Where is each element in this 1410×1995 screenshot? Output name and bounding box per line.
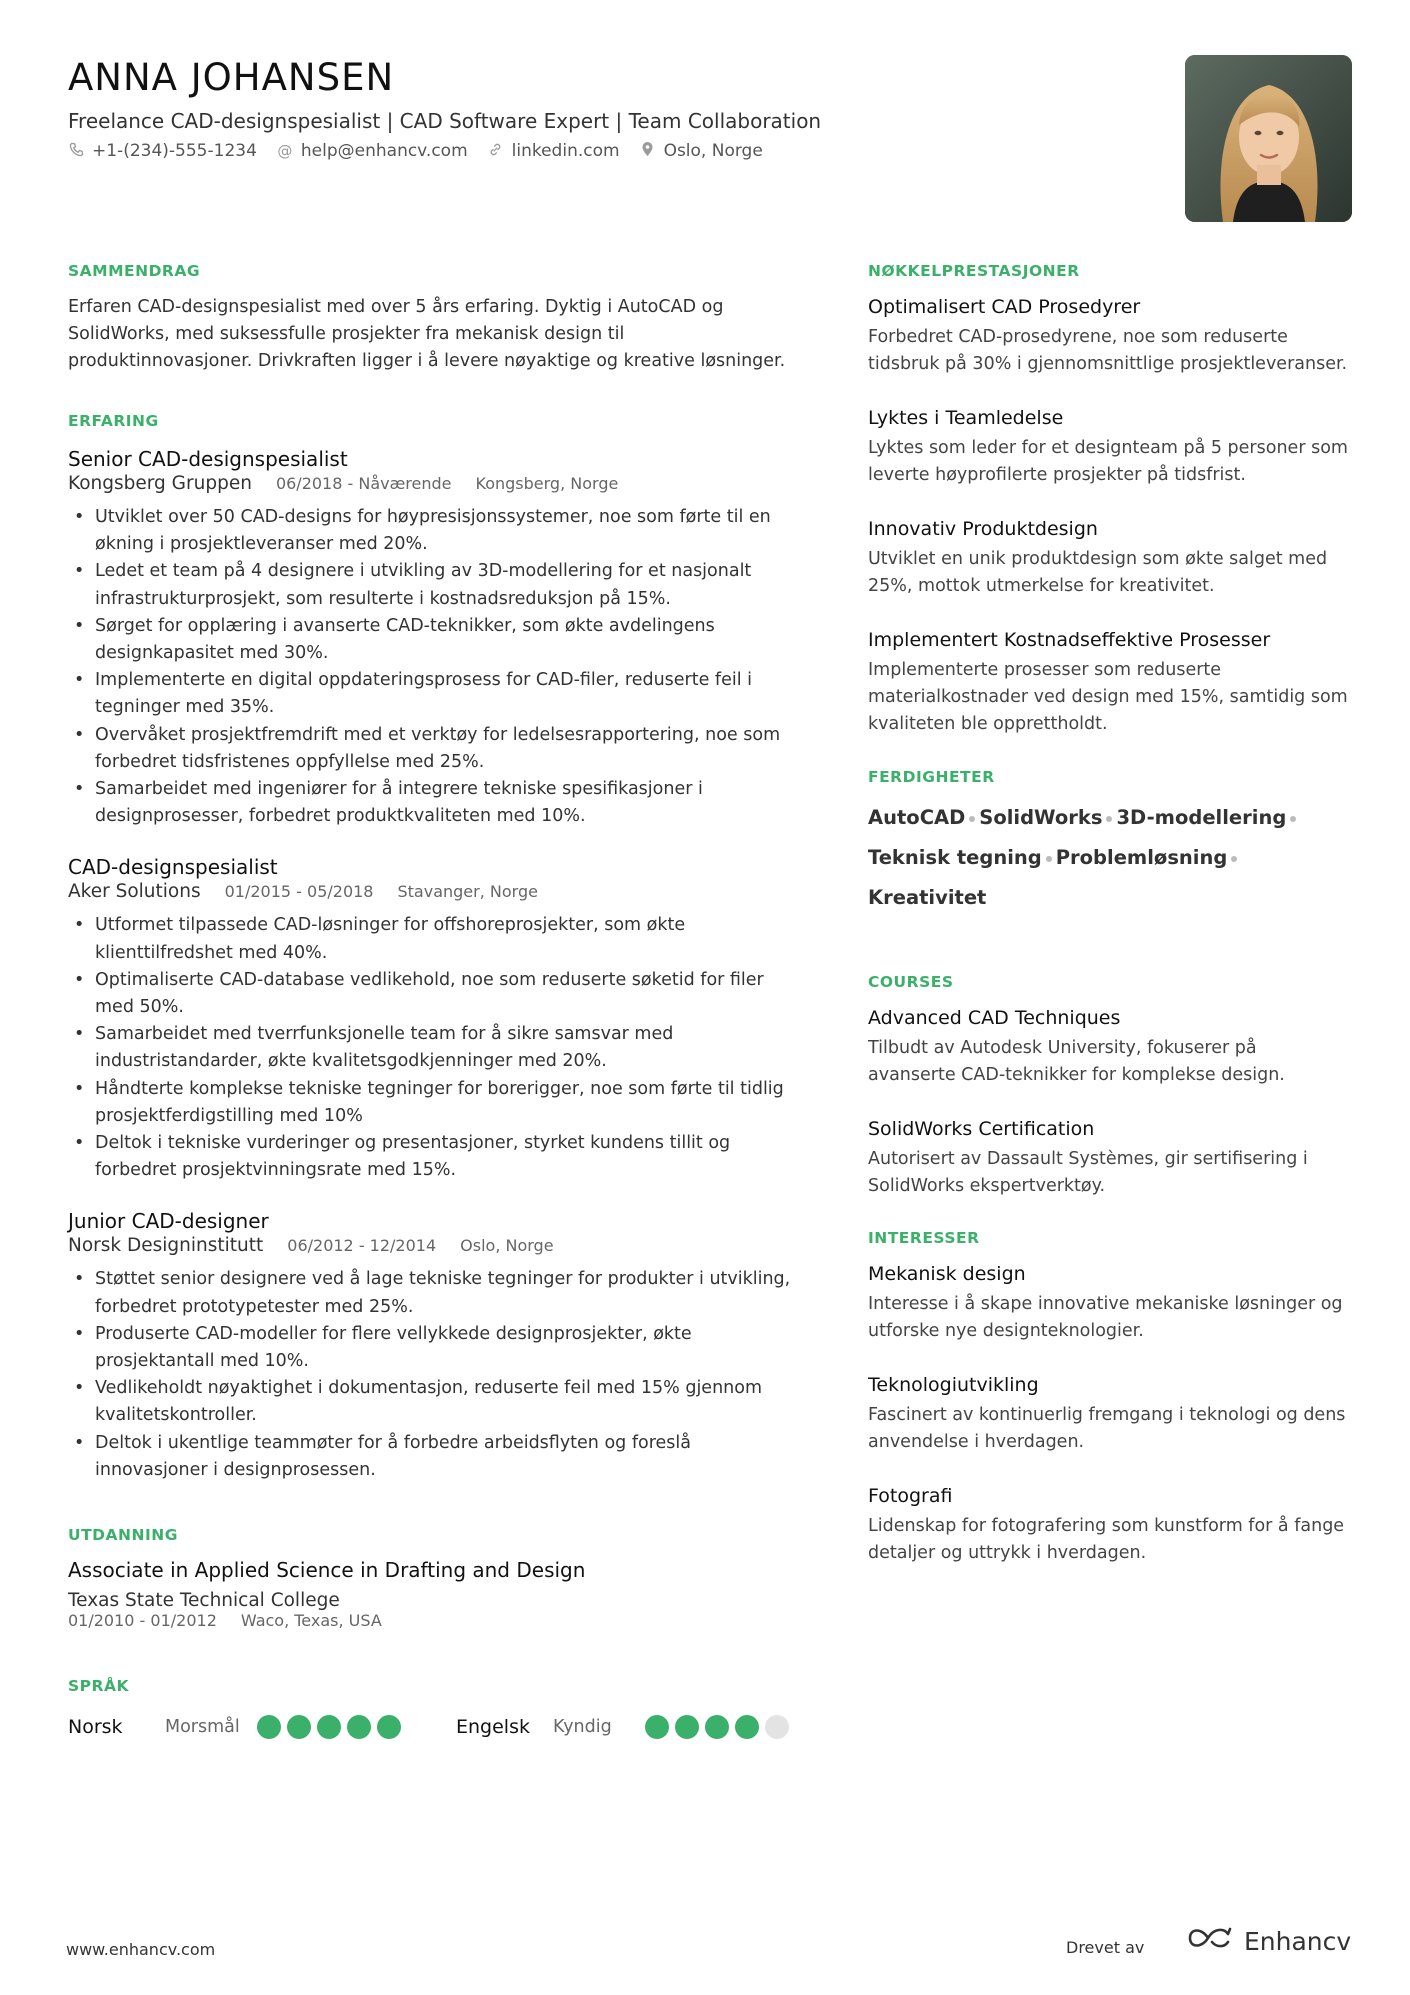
rating-dot-filled <box>257 1715 281 1739</box>
interest-item <box>868 1372 1348 1456</box>
courses-heading: COURSES <box>868 973 954 991</box>
bullet-item: • Samarbeidet med tverrfunksjonelle team for å sikre samsvar med industristandarder, økte kvalitetsgodkjenninger med 20%. <box>68 1021 798 1075</box>
right-column <box>868 262 1348 1594</box>
company-name: Aker Solutions <box>68 881 201 903</box>
rating-dot-filled <box>347 1715 371 1739</box>
education-location: Waco, Texas, USA <box>240 1611 382 1631</box>
bullet-item: • Ledet et team på 4 designere i utvikling av 3D-modellering for et nasjonalt infrastrukturprosjekt, som resulterte i kostnadsreduksjon på 15%. <box>68 558 798 612</box>
rating-dot-filled <box>377 1715 401 1739</box>
languages-section <box>68 1677 798 1739</box>
achievement-title: Implementert Kostnadseffektive Prosesser <box>868 629 1271 651</box>
powered-by-label: Drevet av <box>1066 1938 1145 1957</box>
phone-text: +1-(234)-555-1234 <box>92 141 257 161</box>
job-title: CAD-designspesialist <box>68 855 278 880</box>
job-meta <box>68 1234 798 1258</box>
interest-title: Fotografi <box>868 1485 953 1507</box>
interests-section <box>868 1229 1348 1567</box>
skills-section <box>868 768 1348 918</box>
rating-dot-filled <box>705 1715 729 1739</box>
rating-dot-filled <box>735 1715 759 1739</box>
summary-text: Erfaren CAD-designspesialist med over 5 års erfaring. Dyktig i AutoCAD og SolidWorks, med suksessfulle prosjekter fra mekanisk design til produktinnovasjoner. Drivkraften ligger i å levere nøyaktige og kreative løsninger. <box>68 297 786 371</box>
school-name: Texas State Technical College <box>68 1590 340 1612</box>
job-location: Stavanger, Norge <box>397 882 538 902</box>
rating-dot-filled <box>675 1715 699 1739</box>
course-desc: Tilbudt av Autodesk University, fokuserer på avanserte CAD-teknikker for komplekse design. <box>868 1038 1285 1085</box>
link-icon <box>488 142 504 161</box>
achievement-title: Lyktes i Teamledelse <box>868 407 1064 429</box>
experience-entry <box>68 1208 798 1484</box>
email-text: help@enhancv.com <box>300 141 468 161</box>
achievement-item <box>868 405 1348 489</box>
skill-item: AutoCAD <box>868 806 966 829</box>
location-pin-icon <box>640 141 656 161</box>
profile-photo <box>1185 55 1352 222</box>
separator-dot <box>1231 856 1237 862</box>
bullet-item: • Vedlikeholdt nøyaktighet i dokumentasjon, reduserte feil med 15% gjennom kvalitetskontroller. <box>68 1375 798 1429</box>
achievement-item <box>868 294 1348 378</box>
separator-dot <box>969 816 975 822</box>
course-title: SolidWorks Certification <box>868 1118 1095 1140</box>
bullet-item: • Implementerte en digital oppdateringsprosess for CAD-filer, reduserte feil i tegninger med 35%. <box>68 667 798 721</box>
experience-section <box>68 412 798 1484</box>
job-location: Oslo, Norge <box>460 1236 554 1256</box>
achievement-desc: Forbedret CAD-prosedyrene, noe som reduserte tidsbruk på 30% i gjennomsnittlige prosjektleveranser. <box>868 327 1348 374</box>
skill-item: 3D-modellering <box>1116 806 1287 829</box>
summary-heading: SAMMENDRAG <box>68 262 201 280</box>
language-level: Kyndig <box>553 1717 612 1738</box>
course-item <box>868 1116 1348 1200</box>
skill-item: Teknisk tegning <box>868 846 1042 869</box>
bullet-item: • Produserte CAD-modeller for flere vellykkede designprosjekter, økte prosjektantall med 10%. <box>68 1321 798 1375</box>
course-title: Advanced CAD Techniques <box>868 1007 1121 1029</box>
interest-item <box>868 1483 1348 1567</box>
education-section <box>68 1526 798 1630</box>
rating-dot-empty <box>765 1715 789 1739</box>
achievement-title: Innovativ Produktdesign <box>868 518 1098 540</box>
brand-logo[interactable] <box>1186 1925 1351 1957</box>
contact-phone <box>68 141 257 161</box>
bullet-item: • Optimaliserte CAD-database vedlikehold, noe som reduserte søketid for filer med 50%. <box>68 967 798 1021</box>
bullet-item: • Samarbeidet med ingeniører for å integrere tekniske spesifikasjoner i designprosesser, forbedret produktkvaliteten med 10%. <box>68 776 798 830</box>
footer-url[interactable]: www.enhancv.com <box>66 1940 216 1959</box>
education-heading: UTDANNING <box>68 1526 178 1545</box>
bullet-item: • Utviklet over 50 CAD-designs for høypresisjonssystemer, noe som førte til en økning i prosjektleveranser med 20%. <box>68 504 798 558</box>
job-meta <box>68 880 798 904</box>
achievement-desc: Implementerte prosesser som reduserte materialkostnader ved design med 15%, samtidig som kvaliteten ble opprettholdt. <box>868 660 1348 734</box>
location-text: Oslo, Norge <box>663 141 763 161</box>
enhancv-logo-icon <box>1186 1925 1234 1957</box>
skill-item: Problemløsning <box>1055 846 1228 869</box>
skill-item: SolidWorks <box>979 806 1103 829</box>
job-bullets <box>68 504 798 830</box>
bullet-item: • Overvåket prosjektfremdrift med et verktøy for ledelsesrapportering, noe som forbedret tidsfristenes oppfyllelse med 25%. <box>68 722 798 776</box>
achievement-desc: Utviklet en unik produktdesign som økte salget med 25%, mottok utmerkelse for kreativitet. <box>868 549 1328 596</box>
at-icon: @ <box>277 142 293 160</box>
bullet-item: • Sørget for opplæring i avanserte CAD-teknikker, som økte avdelingens designkapasitet med 30%. <box>68 613 798 667</box>
interest-desc: Fascinert av kontinuerlig fremgang i teknologi og dens anvendelse i hverdagen. <box>868 1405 1346 1452</box>
interest-title: Teknologiutvikling <box>868 1374 1039 1396</box>
bullet-item: • Støttet senior designere ved å lage tekniske tegninger for produkter i utvikling, forbedret prototypetester med 25%. <box>68 1266 798 1320</box>
achievement-title: Optimalisert CAD Prosedyrer <box>868 296 1141 318</box>
course-item <box>868 1005 1348 1089</box>
job-title: Senior CAD-designspesialist <box>68 447 348 471</box>
language-name: Engelsk <box>456 1716 530 1739</box>
job-meta <box>68 472 798 496</box>
rating-dot-filled <box>287 1715 311 1739</box>
language-level: Morsmål <box>165 1717 240 1738</box>
language-rating <box>645 1715 789 1739</box>
achievement-desc: Lyktes som leder for et designteam på 5 personer som leverte høyprofilerte prosjekter på tidsfrist. <box>868 438 1348 485</box>
bullet-item: • Håndterte komplekse tekniske tegninger for borerigger, noe som førte til tidlig prosjektferdigstilling med 10% <box>68 1076 798 1130</box>
languages-row <box>68 1715 798 1739</box>
course-desc: Autorisert av Dassault Systèmes, gir sertifisering i SolidWorks ekspertverktøy. <box>868 1149 1308 1196</box>
candidate-name: ANNA JOHANSEN <box>68 56 395 99</box>
interest-desc: Lidenskap for fotografering som kunstform for å fange detaljer og uttrykk i hverdagen. <box>868 1516 1345 1563</box>
contact-bar <box>68 141 763 161</box>
bullet-item: • Deltok i tekniske vurderinger og presentasjoner, styrket kundens tillit og forbedret prosjektvinningsrate med 15%. <box>68 1130 798 1184</box>
language-rating <box>257 1715 401 1739</box>
bullet-item: • Deltok i ukentlige teammøter for å forbedre arbeidsflyten og foreslå innovasjoner i designprosessen. <box>68 1430 798 1484</box>
achievements-section <box>868 262 1348 738</box>
bullet-item: • Utformet tilpassede CAD-løsninger for offshoreprosjekter, som økte klienttilfredshet med 40%. <box>68 912 798 966</box>
interests-heading: INTERESSER <box>868 1229 980 1247</box>
rating-dot-filled <box>317 1715 341 1739</box>
achievement-item <box>868 516 1348 600</box>
separator-dot <box>1290 816 1296 822</box>
company-name: Kongsberg Gruppen <box>68 473 252 494</box>
separator-dot <box>1106 816 1112 822</box>
job-location: Kongsberg, Norge <box>475 474 619 493</box>
courses-section <box>868 973 1348 1200</box>
company-name: Norsk Designinstitutt <box>68 1235 264 1257</box>
job-bullets <box>68 912 798 1184</box>
rating-dot-filled <box>645 1715 669 1739</box>
experience-heading: ERFARING <box>68 412 159 430</box>
skill-item: Kreativitet <box>868 886 987 909</box>
job-bullets <box>68 1266 798 1484</box>
summary-section <box>68 262 798 375</box>
skills-heading: FERDIGHETER <box>868 768 995 786</box>
language-name: Norsk <box>68 1716 123 1739</box>
job-dates: 06/2012 - 12/2014 <box>287 1236 437 1256</box>
interest-title: Mekanisk design <box>868 1263 1026 1285</box>
education-dates: 01/2010 - 01/2012 <box>68 1611 217 1631</box>
brand-name: Enhancv <box>1244 1926 1352 1956</box>
languages-heading: SPRÅK <box>68 1677 129 1696</box>
contact-email[interactable] <box>277 141 468 161</box>
achievement-item <box>868 627 1348 738</box>
job-dates: 01/2015 - 05/2018 <box>224 882 374 902</box>
interest-desc: Interesse i å skape innovative mekaniske løsninger og utforske nye designteknologier. <box>868 1294 1343 1341</box>
left-column <box>68 262 798 1739</box>
experience-entry <box>68 854 798 1184</box>
separator-dot <box>1046 856 1052 862</box>
headline: Freelance CAD-designspesialist | CAD Software Expert | Team Collaboration <box>68 109 822 133</box>
degree-title: Associate in Applied Science in Drafting and Design <box>68 1558 586 1583</box>
contact-linkedin[interactable] <box>488 141 620 161</box>
skills-list <box>868 798 1348 918</box>
interest-item <box>868 1261 1348 1345</box>
job-dates: 06/2018 - Nåværende <box>275 474 452 493</box>
achievements-heading: NØKKELPRESTASJONER <box>868 262 1080 280</box>
job-title: Junior CAD-designer <box>68 1209 269 1234</box>
contact-location <box>640 141 763 161</box>
linkedin-text: linkedin.com <box>511 141 620 161</box>
phone-icon <box>68 142 84 161</box>
experience-entry <box>68 446 798 830</box>
education-meta <box>68 1611 798 1630</box>
